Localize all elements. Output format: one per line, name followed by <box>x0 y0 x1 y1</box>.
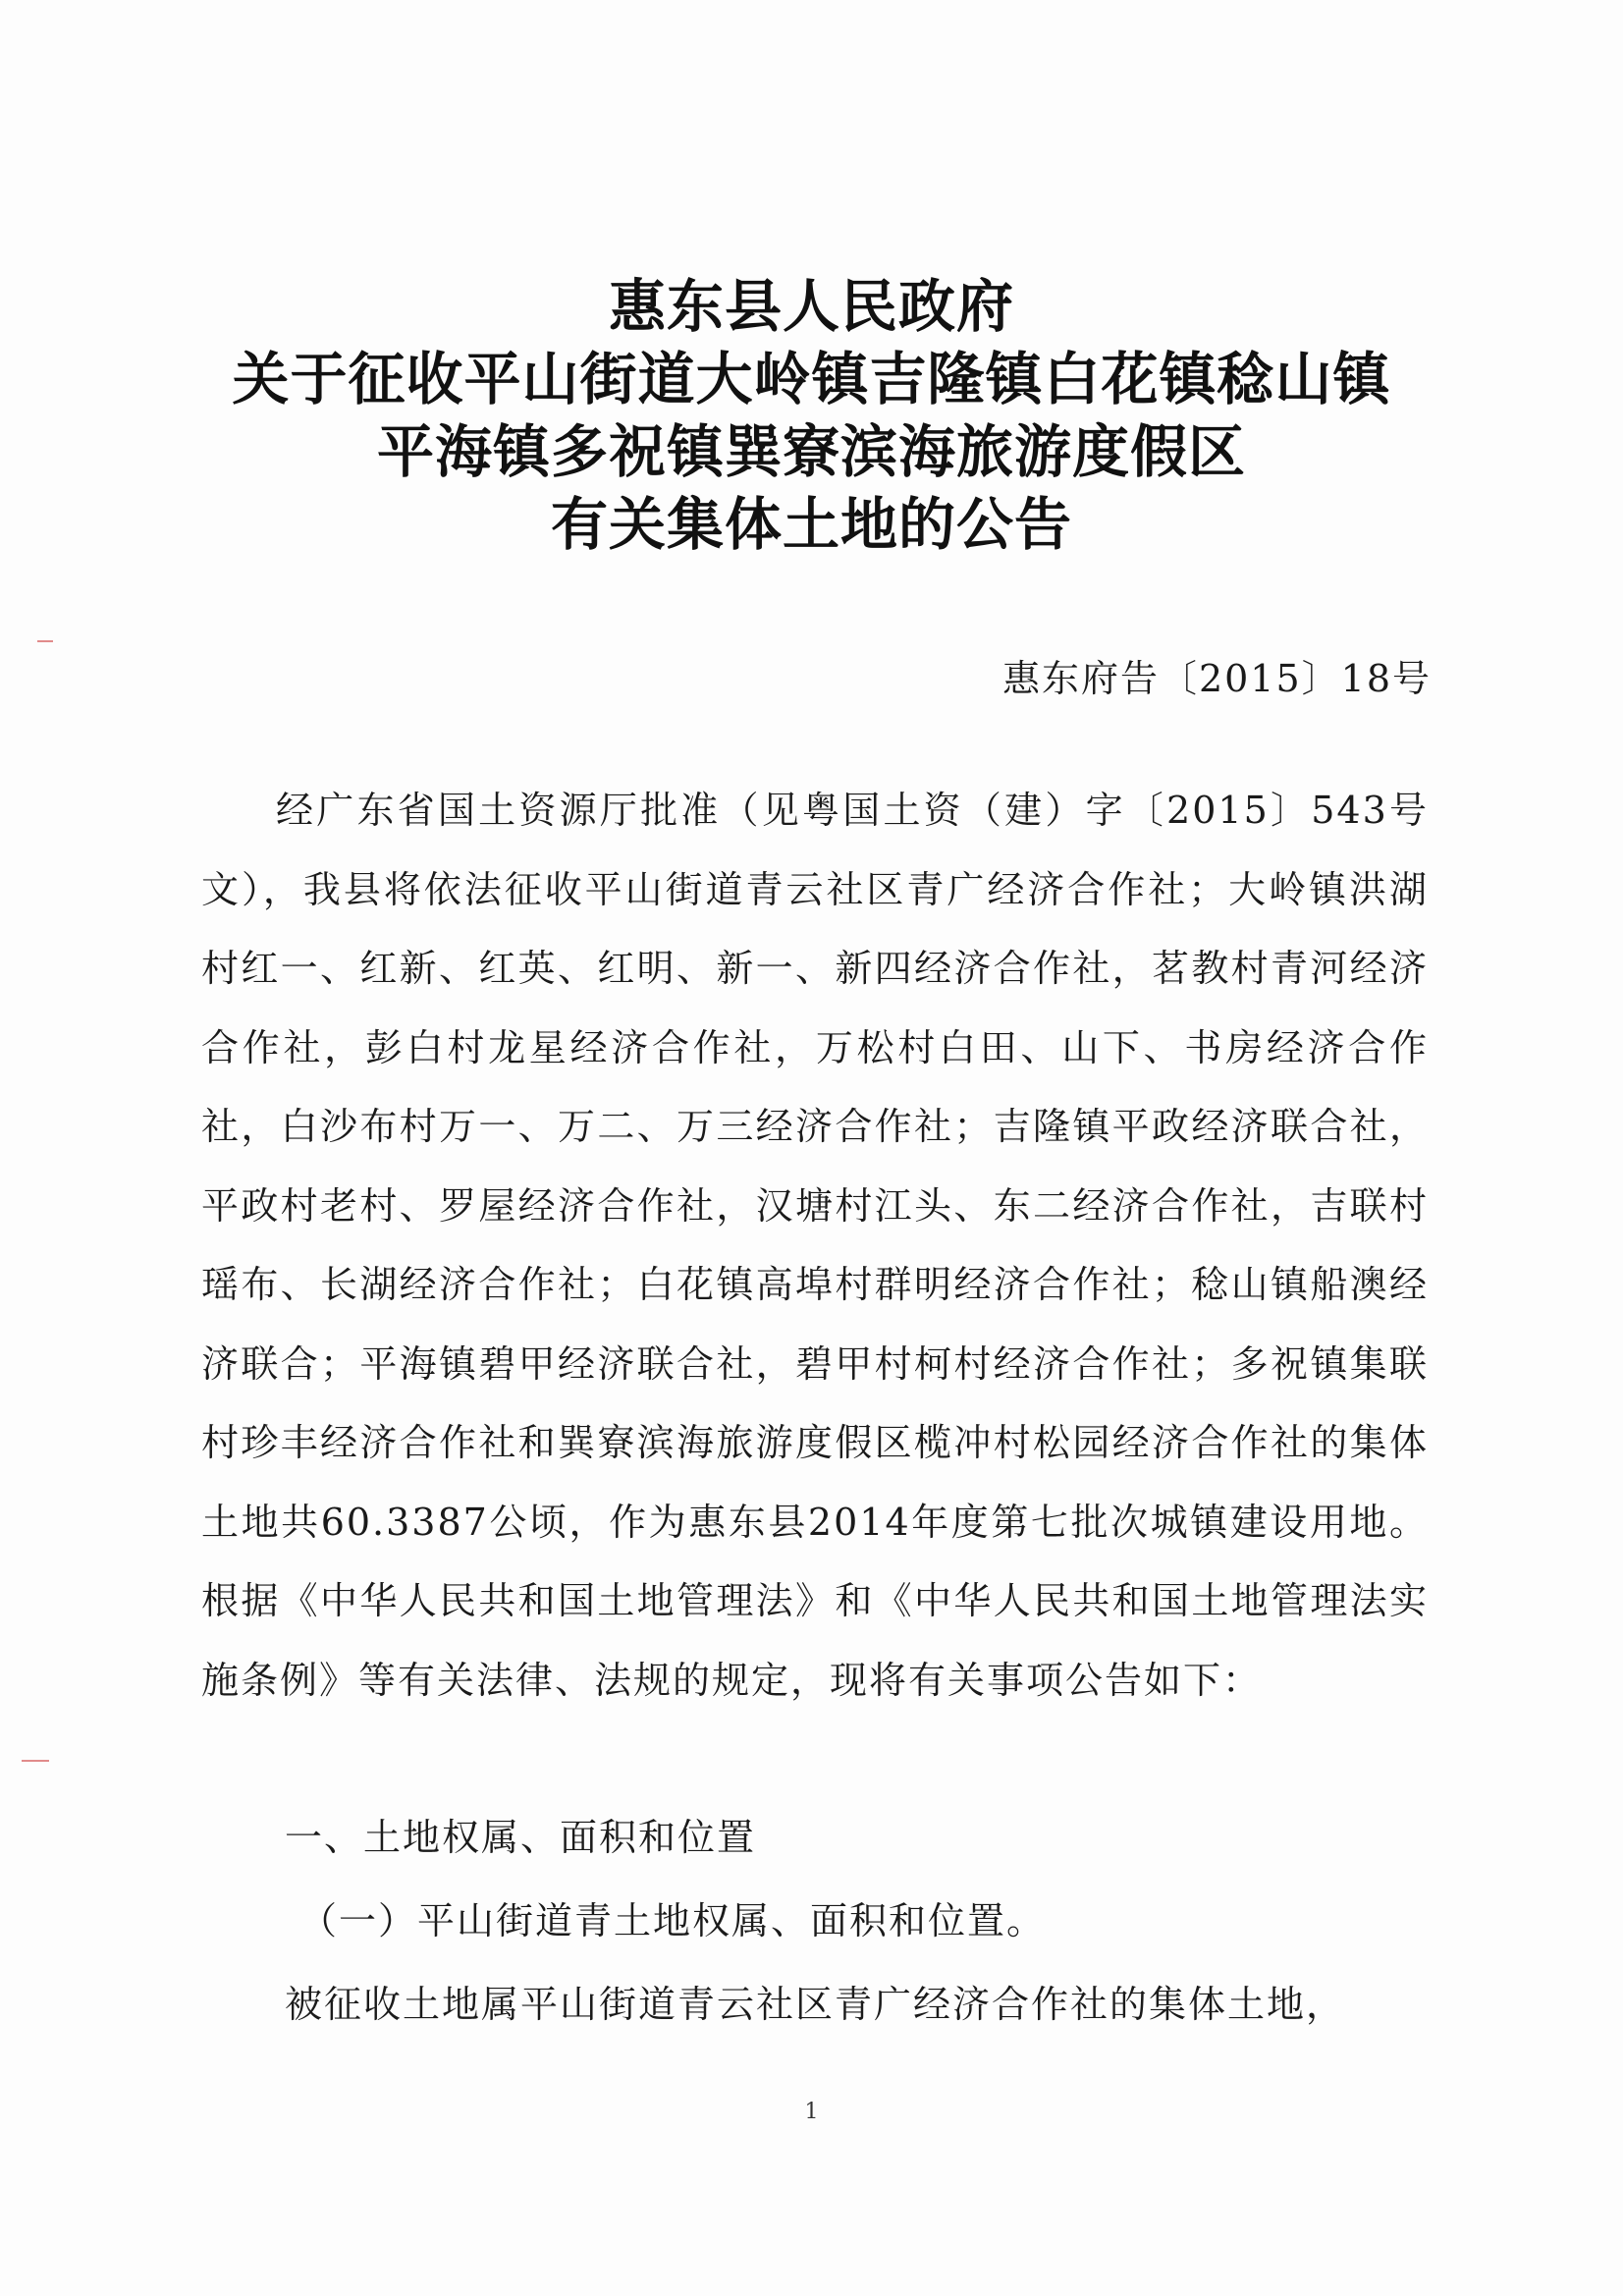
scan-mark <box>22 1760 49 1762</box>
document-title <box>0 270 1623 561</box>
title-line-2: 关于征收平山街道大岭镇吉隆镇白花镇稔山镇 <box>232 346 1391 412</box>
scan-mark <box>37 640 53 642</box>
body-paragraph: 经广东省国土资源厅批准（见粤国土资（建）字〔2015〕543号文），我县将依法征收平山街道青云社区青广经济合作社；大岭镇洪湖村红一、红新、红英、红明、新一、新四经济合作社，茗教村青河经济合作社，彭白村龙星经济合作社，万松村白田、山下、书房经济合作社，白沙布村万一、万二、万三经济合作社；吉隆镇平政经济联合社，平政村老村、罗屋经济合作社，汉塘村江头、东二经济合作社，吉联村瑶布、长湖经济合作社；白花镇高埠村群明经济合作社；稔山镇船澳经济联合；平海镇碧甲经济联合社，碧甲村柯村经济合作社；多祝镇集联村珍丰经济合作社和巽寮滨海旅游度假区榄冲村松园经济合作社的集体土地共60.3387公顷，作为惠东县2014年度第七批次城镇建设用地。根据《中华人民共和国土地管理法》和《中华人民共和国土地管理法实施条例》等有关法律、法规的规定，现将有关事项公告如下： <box>201 789 1429 1702</box>
page-number: 1 <box>804 2100 819 2124</box>
subsection-heading: （一）平山街道青土地权属、面积和位置。 <box>299 1899 1047 1942</box>
title-line-4: 有关集体土地的公告 <box>550 491 1072 558</box>
document-number: 惠东府告〔2015〕18号 <box>1001 657 1432 700</box>
title-line-3: 平海镇多祝镇巽寮滨海旅游度假区 <box>376 418 1246 485</box>
section-heading: 一、土地权属、面积和位置 <box>285 1816 757 1859</box>
title-line-1: 惠东县人民政府 <box>608 273 1014 340</box>
paragraph-start: 被征收土地属平山街道青云社区青广经济合作社的集体土地， <box>285 1983 1346 2026</box>
